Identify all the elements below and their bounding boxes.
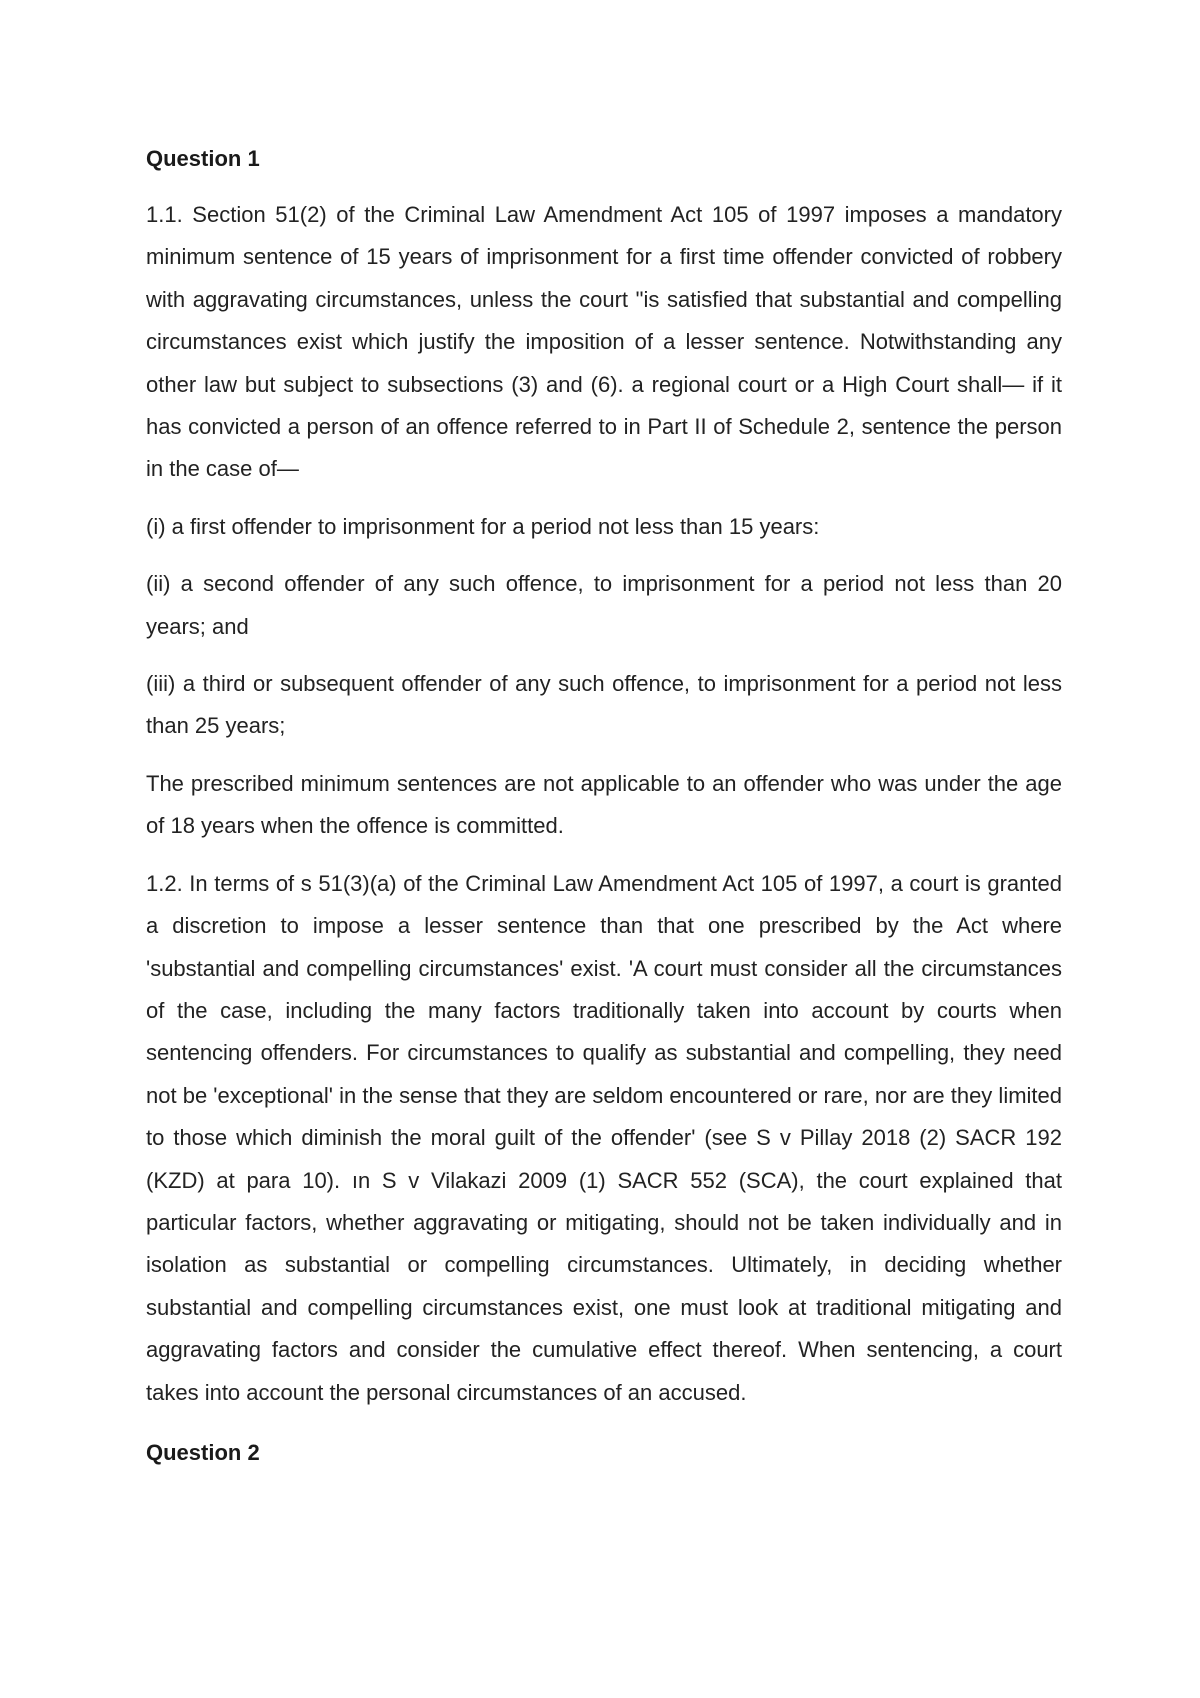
list-item-ii: (ii) a second offender of any such offence, to imprisonment for a period not less than 20 years; and	[146, 571, 1062, 639]
list-item-i: (i) a first offender to imprisonment for a period not less than 15 years:	[146, 513, 820, 539]
paragraph-prescribed-minimum: The prescribed minimum sentences are not applicable to an offender who was under the age of 18 years when the offence is committed.	[146, 770, 1062, 839]
paragraph-1-2: 1.2. In terms of s 51(3)(a) of the Criminal Law Amendment Act 105 of 1997, a court is granted a discretion to impose a lesser sentence than that one prescribed by the Act where 'substantial and compelling circumstances' exist. 'A court must consider all the circumstances of the case, including the many factors traditionally taken into account by courts when sentencing offenders. For circumstances to qualify as substantial and compelling, they need not be 'exceptional' in the sense that they are seldom encountered or rare, nor are they limited to those which diminish the moral guilt of the offender' (see S v Pillay 2018 (2) SACR 192 (KZD) at para 10). ın S v Vilakazi 2009 (1) SACR 552 (SCA), the court explained that particular factors, whether aggravating or mitigating, should not be taken individually and in isolation as substantial or compelling circumstances. Ultimately, in deciding whether substantial and compelling circumstances exist, one must look at traditional mitigating and aggravating factors and consider the cumulative effect thereof. When sentencing, a court takes into account the personal circumstances of an accused.	[146, 870, 1062, 1405]
question-1-heading: Question 1	[146, 146, 260, 171]
list-item-iii: (iii) a third or subsequent offender of any such offence, to imprisonment for a period not less than 25 years;	[146, 671, 1062, 739]
paragraph-1-1: 1.1. Section 51(2) of the Criminal Law Amendment Act 105 of 1997 imposes a mandatory minimum sentence of 15 years of imprisonment for a first time offender convicted of robbery with aggravating circumstances, unless the court "is satisfied that substantial and compelling circumstances exist which justify the imposition of a lesser sentence. Notwithstanding any other law but subject to subsections (3) and (6). a regional court or a High Court shall— if it has convicted a person of an offence referred to in Part II of Schedule 2, sentence the person in the case of—	[146, 202, 1062, 482]
document-page	[146, 142, 1062, 1488]
question-2-heading: Question 2	[146, 1439, 260, 1465]
